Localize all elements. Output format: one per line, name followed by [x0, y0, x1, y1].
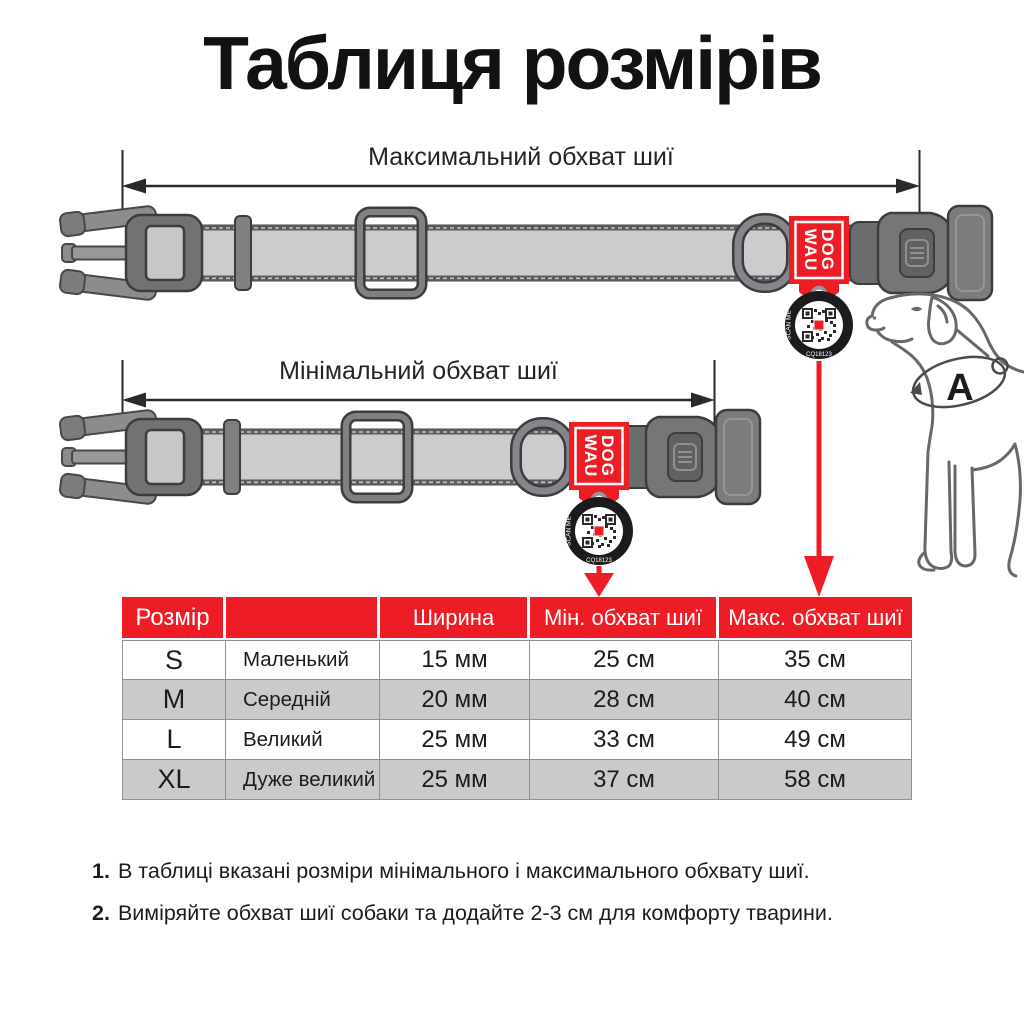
header-size: Розмір — [122, 597, 226, 640]
tag-scan-me-text: SCAN ME — [785, 310, 793, 340]
male-buckle-icon — [59, 406, 202, 507]
female-buckle-icon — [850, 206, 992, 300]
female-buckle-icon — [618, 410, 760, 504]
header-max-girth: Макс. обхват шиї — [719, 597, 912, 640]
brand-label-text-wau: WAU — [581, 434, 600, 478]
cell-width: 20 мм — [380, 680, 530, 720]
cell-name: Маленький — [226, 640, 380, 680]
cell-max: 58 см — [719, 760, 912, 800]
brand-label-text-dog: DOG — [818, 229, 837, 271]
tag-scan-me-text: SCAN ME — [565, 516, 573, 546]
page-title: Таблиця розмірів — [203, 21, 821, 105]
tag-code-text: CQ18123 — [806, 352, 832, 358]
header-min-girth: Мін. обхват шиї — [530, 597, 719, 640]
max-column-pointer-arrow — [804, 361, 834, 597]
cell-min: 37 см — [530, 760, 719, 800]
header-name — [226, 597, 380, 640]
header-width: Ширина — [380, 597, 530, 640]
cell-size: XL — [122, 760, 226, 800]
brand-label-text-wau: WAU — [801, 228, 820, 272]
cell-size: S — [122, 640, 226, 680]
cell-name: Великий — [226, 720, 380, 760]
tag-code-text: CQ18123 — [586, 558, 612, 564]
collar-illustration-max — [59, 202, 992, 359]
cell-min: 25 см — [530, 640, 719, 680]
strap-slider-icon — [235, 216, 251, 290]
footnote-1 — [92, 857, 972, 886]
brand-label-text-dog: DOG — [598, 435, 617, 477]
cell-max: 49 см — [719, 720, 912, 760]
cell-width: 25 мм — [380, 720, 530, 760]
cell-width: 15 мм — [380, 640, 530, 680]
cell-width: 25 мм — [380, 760, 530, 800]
max-neck-girth-label: Максимальний обхват шиї — [368, 143, 674, 171]
min-column-pointer-arrow — [584, 566, 614, 597]
footnote-text: В таблиці вказані розміри мінімального і максимального обхвату шиї. — [117, 859, 810, 883]
qr-pet-tag-icon — [565, 494, 633, 566]
cell-max: 35 см — [719, 640, 912, 680]
male-buckle-icon — [59, 202, 202, 303]
cell-min: 28 см — [530, 680, 719, 720]
qr-pet-tag-icon — [785, 288, 853, 360]
footnote-text: Виміряйте обхват шиї собаки та додайте 2-3 см для комфорту тварини. — [117, 901, 833, 925]
cell-min: 33 см — [530, 720, 719, 760]
dog-outline-illustration — [867, 294, 1024, 576]
footnote-2 — [92, 899, 972, 928]
cell-name: Дуже великий — [226, 760, 380, 800]
cell-size: L — [122, 720, 226, 760]
min-neck-girth-label: Мінімальний обхват шиї — [279, 357, 558, 385]
cell-name: Середній — [226, 680, 380, 720]
cell-size: M — [122, 680, 226, 720]
cell-max: 40 см — [719, 680, 912, 720]
footnote-number: 1. — [92, 859, 110, 883]
strap-slider-icon — [224, 420, 240, 494]
collar-illustration-min — [59, 406, 760, 565]
neck-point-label: A — [946, 367, 974, 409]
size-table — [122, 597, 912, 800]
footnote-number: 2. — [92, 901, 110, 925]
